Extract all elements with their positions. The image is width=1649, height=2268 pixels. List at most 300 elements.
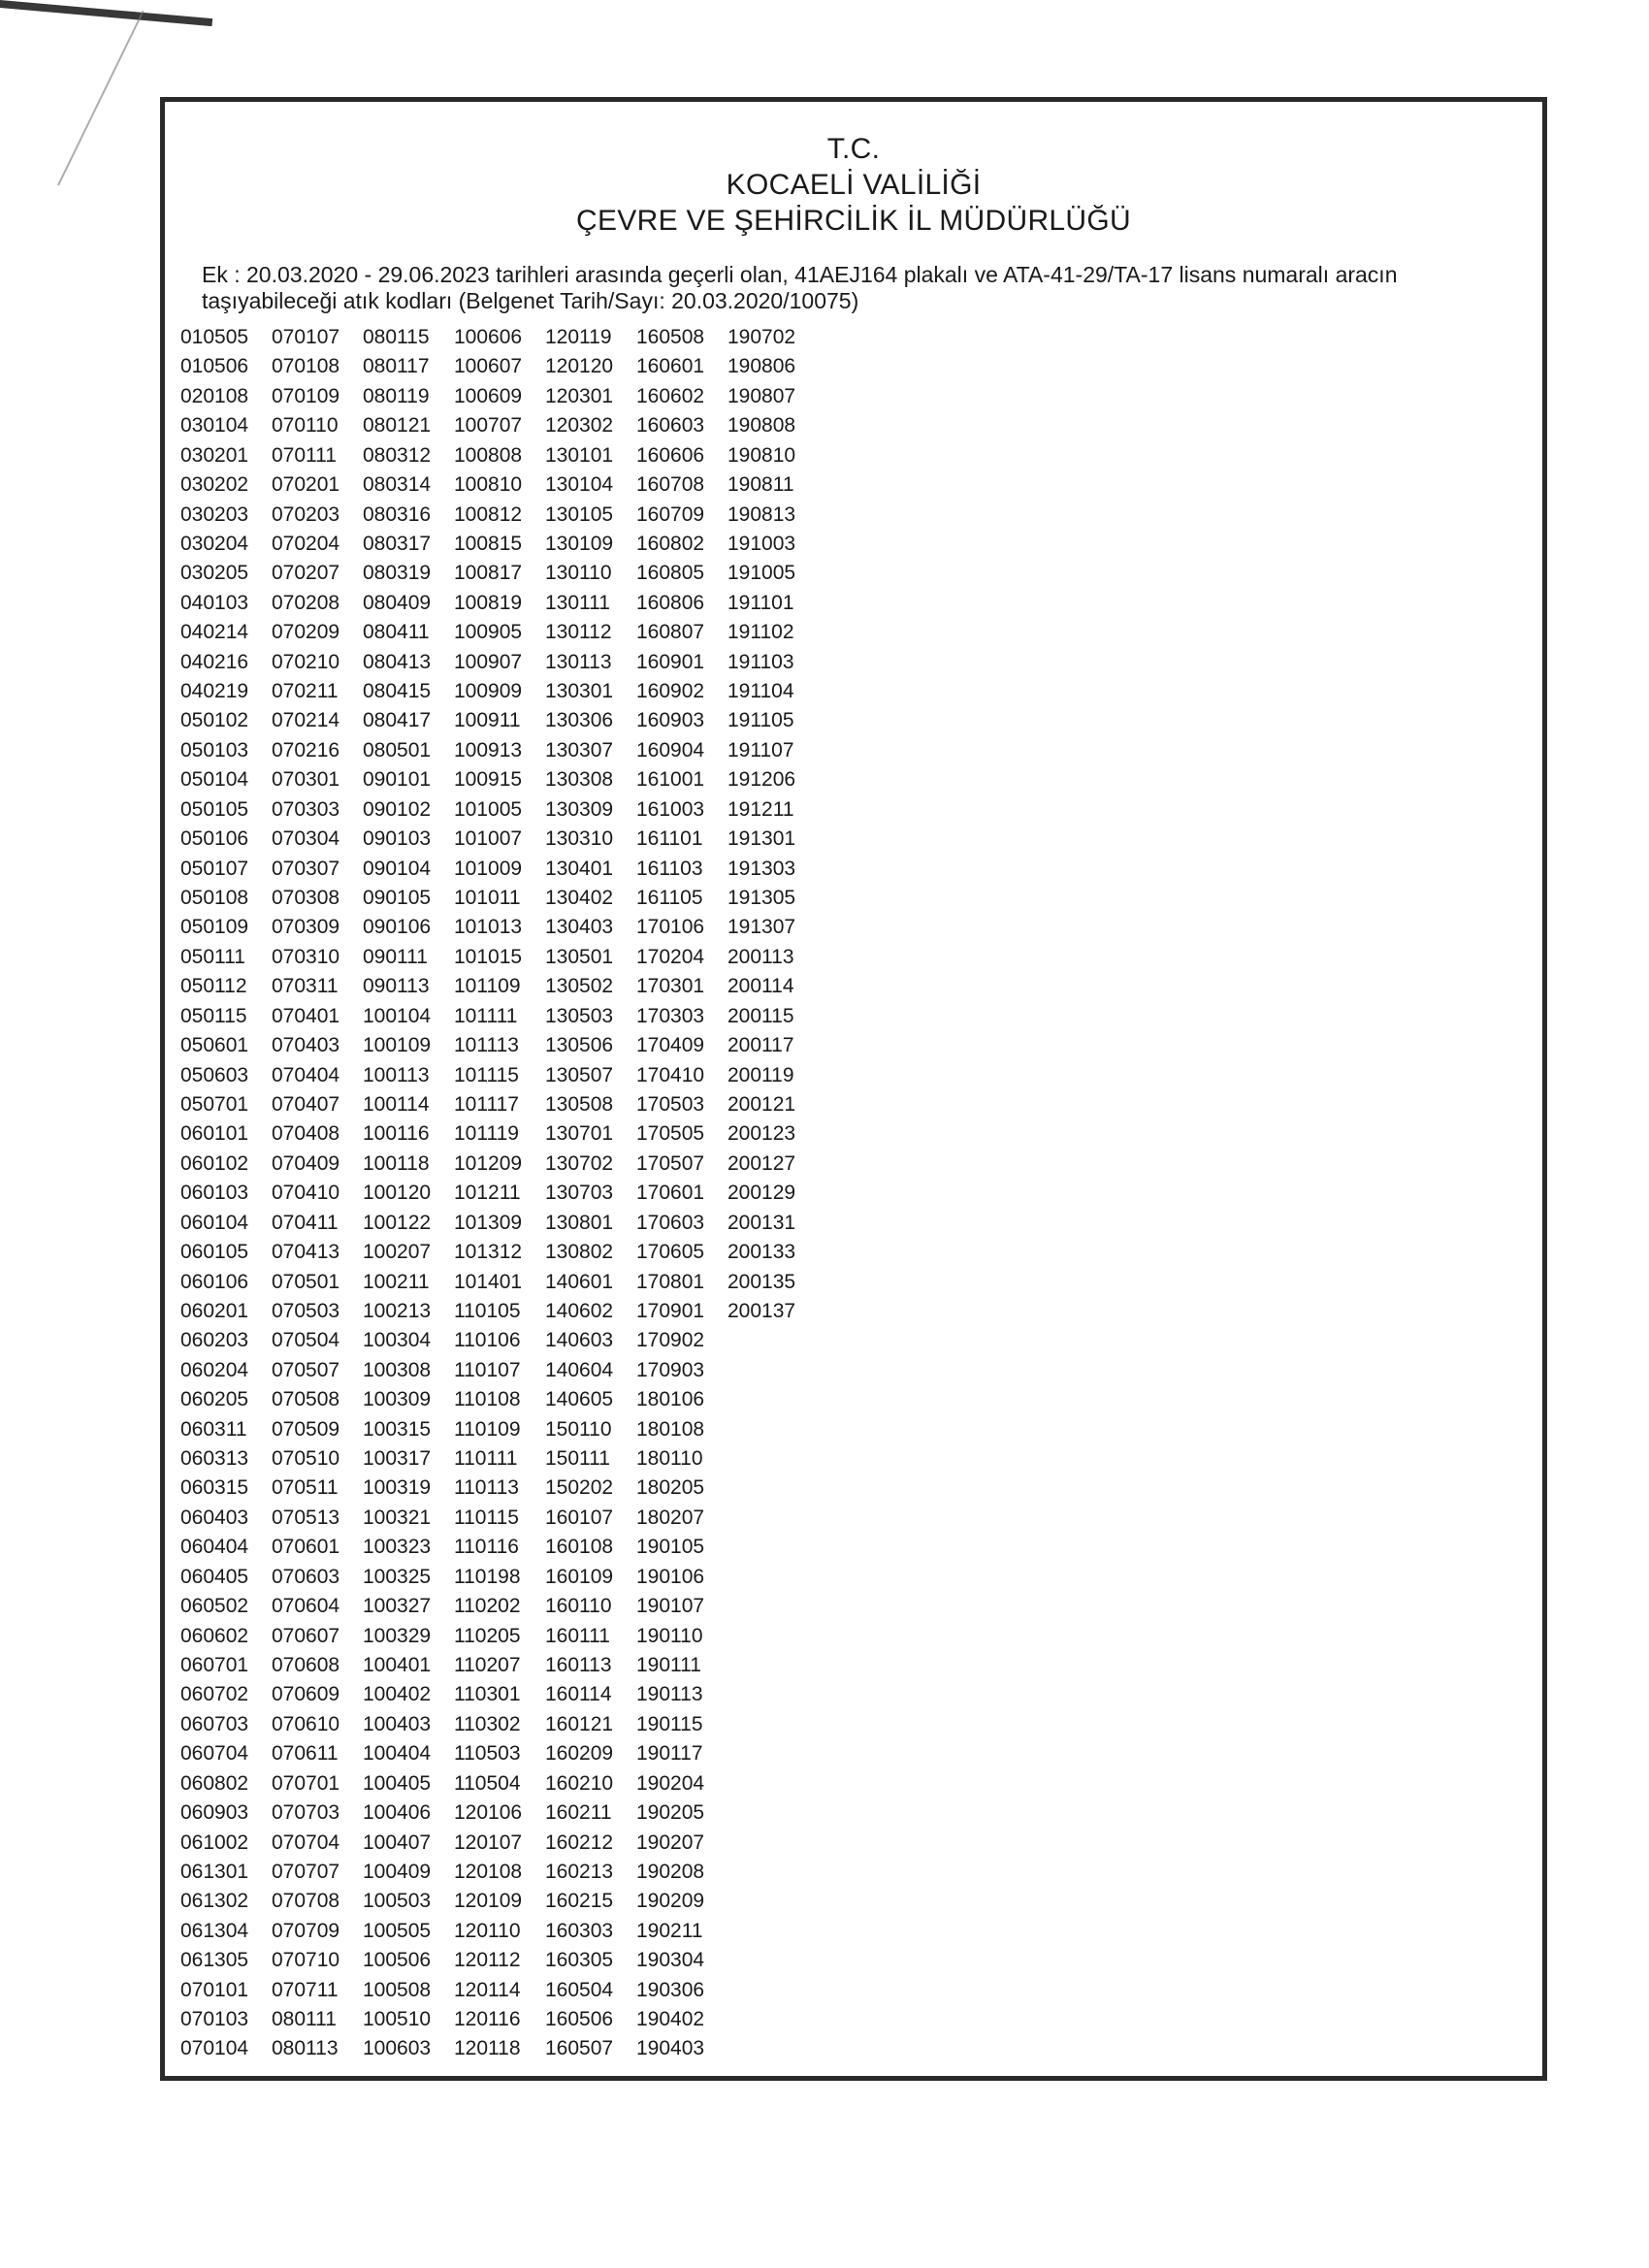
waste-code: 070104	[180, 2037, 249, 2060]
waste-code: 070203	[272, 502, 340, 526]
waste-code: 090105	[363, 887, 432, 910]
waste-code: 101009	[454, 857, 523, 880]
waste-code: 191005	[728, 562, 796, 585]
waste-code: 100122	[363, 1211, 432, 1234]
waste-code: 140602	[545, 1299, 614, 1322]
waste-code: 070207	[272, 562, 340, 585]
waste-code: 070710	[272, 1949, 340, 1972]
waste-code: 090103	[363, 827, 432, 851]
waste-code: 070110	[272, 414, 339, 437]
waste-code: 070208	[272, 591, 340, 614]
waste-code: 070309	[272, 916, 340, 939]
waste-code: 170901	[636, 1299, 705, 1322]
waste-code: 190810	[728, 443, 796, 467]
waste-code: 170409	[636, 1034, 705, 1057]
waste-code: 160802	[636, 532, 705, 555]
waste-code: 160111	[545, 1624, 610, 1647]
waste-code: 070107	[272, 326, 340, 348]
waste-code: 050601	[180, 1034, 249, 1057]
waste-code: 160603	[636, 414, 705, 437]
waste-code: 100315	[363, 1417, 432, 1441]
waste-code: 070404	[272, 1063, 340, 1086]
waste-code: 100913	[454, 738, 523, 761]
waste-code: 070304	[272, 827, 340, 851]
waste-code: 100907	[454, 650, 523, 673]
waste-code: 080317	[363, 532, 432, 555]
waste-code: 130801	[545, 1211, 614, 1234]
waste-code: 070509	[272, 1417, 340, 1441]
annex-note	[202, 262, 1521, 314]
waste-code: 050111	[180, 945, 245, 968]
code-column	[363, 323, 454, 2064]
waste-code: 100114	[363, 1092, 430, 1116]
waste-code: 101011	[454, 887, 521, 910]
waste-code: 140605	[545, 1388, 614, 1411]
waste-code: 050108	[180, 887, 249, 910]
waste-code: 100603	[363, 2037, 432, 2060]
waste-code: 160807	[636, 621, 705, 644]
code-column	[728, 323, 819, 2064]
waste-code: 100905	[454, 621, 523, 644]
waste-code: 191307	[728, 916, 796, 939]
waste-code: 080411	[363, 621, 430, 644]
waste-code: 050115	[180, 1004, 247, 1027]
waste-code: 100104	[363, 1004, 432, 1027]
waste-code: 110106	[454, 1329, 521, 1352]
waste-code: 120116	[454, 2008, 521, 2031]
waste-code: 060703	[180, 1712, 249, 1735]
waste-code: 090104	[363, 857, 432, 880]
waste-code: 190113	[636, 1683, 703, 1706]
waste-code: 191305	[728, 887, 796, 910]
waste-code: 100113	[363, 1063, 430, 1086]
waste-code: 010506	[180, 355, 249, 378]
waste-code: 110504	[454, 1771, 521, 1795]
waste-code: 140603	[545, 1329, 614, 1352]
waste-code: 070501	[272, 1270, 340, 1293]
waste-code: 080111	[272, 2008, 337, 2031]
waste-code: 050106	[180, 827, 249, 851]
waste-code: 070109	[272, 384, 340, 407]
waste-code: 050104	[180, 768, 249, 792]
waste-code: 190402	[636, 2008, 705, 2031]
annex-note-line-2: taşıyabileceği atık kodları (Belgenet Tarih/Sayı: 20.03.2020/10075)	[202, 288, 859, 313]
waste-code: 170507	[636, 1151, 705, 1175]
waste-code: 200135	[728, 1270, 796, 1293]
waste-code: 100510	[363, 2008, 432, 2031]
scan-fold-line	[57, 11, 144, 186]
waste-code: 060204	[180, 1358, 249, 1381]
waste-code: 190211	[636, 1919, 703, 1942]
waste-code: 061304	[180, 1919, 249, 1942]
waste-code: 080117	[363, 355, 430, 378]
waste-code: 180106	[636, 1388, 705, 1411]
waste-code: 100327	[363, 1595, 432, 1618]
waste-code: 040216	[180, 650, 249, 673]
waste-code: 120120	[545, 355, 614, 378]
waste-code: 070711	[272, 1978, 339, 2001]
waste-code: 160210	[545, 1771, 614, 1795]
waste-code: 130503	[545, 1004, 614, 1027]
waste-code: 060403	[180, 1506, 249, 1529]
waste-code: 190702	[728, 326, 796, 348]
waste-code: 030202	[180, 473, 249, 497]
waste-code: 180108	[636, 1417, 705, 1441]
waste-code: 100109	[363, 1034, 432, 1057]
waste-code: 070413	[272, 1241, 340, 1264]
waste-code: 100505	[363, 1919, 432, 1942]
waste-code: 110207	[454, 1653, 521, 1676]
waste-code: 190117	[636, 1742, 703, 1766]
waste-code: 101013	[454, 916, 523, 939]
waste-code: 070310	[272, 945, 340, 968]
waste-code: 120114	[454, 1978, 521, 2001]
waste-code: 190207	[636, 1831, 705, 1854]
waste-code: 061301	[180, 1860, 249, 1883]
waste-code: 200115	[728, 1004, 794, 1027]
waste-code: 070703	[272, 1801, 340, 1825]
waste-code: 190205	[636, 1801, 705, 1825]
waste-code: 200121	[728, 1092, 796, 1116]
waste-code: 140604	[545, 1358, 614, 1381]
waste-code: 130307	[545, 738, 614, 761]
waste-code: 100402	[363, 1683, 432, 1706]
waste-code: 160109	[545, 1565, 614, 1588]
waste-code: 191211	[728, 797, 794, 821]
waste-code: 100815	[454, 532, 523, 555]
waste-code: 170301	[636, 975, 705, 998]
waste-code: 101115	[454, 1063, 519, 1086]
waste-code: 161003	[636, 797, 705, 821]
waste-code: 070411	[272, 1211, 339, 1234]
waste-code: 070609	[272, 1683, 340, 1706]
waste-code: 101005	[454, 797, 523, 821]
waste-code: 070401	[272, 1004, 340, 1027]
waste-code: 100407	[363, 1831, 432, 1854]
waste-code: 070403	[272, 1034, 340, 1057]
waste-code: 180207	[636, 1506, 705, 1529]
waste-code: 130105	[545, 502, 614, 526]
waste-code: 191105	[728, 709, 794, 732]
waste-code: 061305	[180, 1949, 249, 1972]
waste-code: 100810	[454, 473, 523, 497]
waste-code: 130702	[545, 1151, 614, 1175]
waste-code: 070601	[272, 1536, 340, 1559]
waste-code: 200117	[728, 1034, 794, 1057]
waste-code: 070308	[272, 887, 340, 910]
waste-code: 080413	[363, 650, 432, 673]
waste-code: 100401	[363, 1653, 432, 1676]
waste-code: 110503	[454, 1742, 521, 1766]
waste-code: 070307	[272, 857, 340, 880]
waste-code: 100406	[363, 1801, 432, 1825]
waste-code: 170603	[636, 1211, 705, 1234]
waste-code: 170106	[636, 916, 705, 939]
waste-code: 160506	[545, 2008, 614, 2031]
waste-code: 160213	[545, 1860, 614, 1883]
waste-code: 160303	[545, 1919, 614, 1942]
waste-code: 200114	[728, 975, 794, 998]
waste-code: 110116	[454, 1536, 519, 1559]
waste-code: 060205	[180, 1388, 249, 1411]
waste-code: 130301	[545, 680, 614, 703]
waste-code: 190807	[728, 384, 796, 407]
waste-code: 100329	[363, 1624, 432, 1647]
waste-code: 100213	[363, 1299, 432, 1322]
waste-code: 060802	[180, 1771, 249, 1795]
waste-code: 191102	[728, 621, 794, 644]
waste-code: 160209	[545, 1742, 614, 1766]
waste-code: 190106	[636, 1565, 705, 1588]
waste-code: 160305	[545, 1949, 614, 1972]
waste-code: 080119	[363, 384, 430, 407]
waste-code: 080113	[272, 2037, 339, 2060]
waste-code: 200131	[728, 1211, 796, 1234]
waste-code: 160904	[636, 738, 705, 761]
waste-code: 190209	[636, 1890, 705, 1913]
waste-code: 090102	[363, 797, 432, 821]
waste-code: 161105	[636, 887, 703, 910]
waste-code: 120108	[454, 1860, 523, 1883]
waste-code: 070603	[272, 1565, 340, 1588]
code-column	[636, 323, 728, 2064]
waste-code: 070708	[272, 1890, 340, 1913]
waste-code: 101117	[454, 1092, 519, 1116]
waste-code: 020108	[180, 384, 249, 407]
waste-code: 100819	[454, 591, 523, 614]
waste-code: 030203	[180, 502, 249, 526]
waste-code: 160601	[636, 355, 705, 378]
waste-code: 100120	[363, 1182, 432, 1205]
waste-code: 160901	[636, 650, 705, 673]
waste-code: 100309	[363, 1388, 432, 1411]
waste-code: 100304	[363, 1329, 432, 1352]
waste-code: 060405	[180, 1565, 249, 1588]
waste-code: 190111	[636, 1653, 701, 1676]
waste-code: 130310	[545, 827, 614, 851]
waste-code: 070707	[272, 1860, 340, 1883]
scan-edge-mark	[0, 0, 212, 26]
waste-code: 200113	[728, 945, 794, 968]
waste-code: 170505	[636, 1122, 705, 1146]
waste-code: 070513	[272, 1506, 340, 1529]
waste-code: 061002	[180, 1831, 249, 1854]
waste-code: 130402	[545, 887, 614, 910]
waste-code: 060404	[180, 1536, 249, 1559]
waste-code: 100915	[454, 768, 523, 792]
waste-code: 200119	[728, 1063, 794, 1086]
waste-code: 170902	[636, 1329, 705, 1352]
waste-code: 161101	[636, 827, 703, 851]
header-line-directorate: ÇEVRE VE ŞEHİRCİLİK İL MÜDÜRLÜĞÜ	[576, 205, 1131, 237]
waste-code-grid	[180, 323, 819, 2064]
waste-code: 180205	[636, 1476, 705, 1500]
waste-code: 101015	[454, 945, 523, 968]
waste-code: 130701	[545, 1122, 614, 1146]
waste-code: 160504	[545, 1978, 614, 2001]
waste-code: 130502	[545, 975, 614, 998]
waste-code: 191206	[728, 768, 796, 792]
waste-code: 080501	[363, 738, 432, 761]
waste-code: 040103	[180, 591, 249, 614]
waste-code: 100607	[454, 355, 523, 378]
waste-code: 101209	[454, 1151, 523, 1175]
waste-code: 170204	[636, 945, 705, 968]
waste-code: 060106	[180, 1270, 249, 1293]
waste-code: 100319	[363, 1476, 432, 1500]
waste-code: 110105	[454, 1299, 521, 1322]
waste-code: 130309	[545, 797, 614, 821]
waste-code: 160107	[545, 1506, 614, 1529]
waste-code: 070407	[272, 1092, 340, 1116]
waste-code: 150202	[545, 1476, 614, 1500]
waste-code: 160902	[636, 680, 705, 703]
waste-code: 101312	[454, 1241, 523, 1264]
waste-code: 060702	[180, 1683, 249, 1706]
waste-code: 160110	[545, 1595, 612, 1618]
waste-code: 191101	[728, 591, 794, 614]
waste-code: 070504	[272, 1329, 340, 1352]
waste-code: 070108	[272, 355, 340, 378]
waste-code: 100609	[454, 384, 523, 407]
waste-code: 100321	[363, 1506, 432, 1529]
waste-code: 050102	[180, 709, 249, 732]
waste-code: 170605	[636, 1241, 705, 1264]
waste-code: 160215	[545, 1890, 614, 1913]
waste-code: 070704	[272, 1831, 340, 1854]
waste-code: 100911	[454, 709, 521, 732]
waste-code: 200127	[728, 1151, 796, 1175]
waste-code: 130501	[545, 945, 614, 968]
waste-code: 150111	[545, 1447, 610, 1471]
waste-code: 110115	[454, 1506, 519, 1529]
waste-code: 101113	[454, 1034, 519, 1057]
waste-code: 050701	[180, 1092, 249, 1116]
waste-code: 070216	[272, 738, 340, 761]
waste-code: 100207	[363, 1241, 432, 1264]
waste-code: 120109	[454, 1890, 523, 1913]
waste-code: 100118	[363, 1151, 430, 1175]
waste-code: 100409	[363, 1860, 432, 1883]
waste-code: 101111	[454, 1004, 518, 1027]
waste-code: 120301	[545, 384, 614, 407]
waste-code: 170601	[636, 1182, 705, 1205]
waste-code: 100403	[363, 1712, 432, 1735]
annex-note-line-1: Ek : 20.03.2020 - 29.06.2023 tarihleri arasında geçerli olan, 41AEJ164 plakalı ve ATA-41-29/TA-17 lisans numaralı aracın	[202, 262, 1398, 287]
waste-code: 060704	[180, 1742, 249, 1766]
waste-code: 191003	[728, 532, 796, 555]
waste-code: 070508	[272, 1388, 340, 1411]
waste-code: 070610	[272, 1712, 340, 1735]
waste-code: 200133	[728, 1241, 796, 1264]
code-column	[454, 323, 545, 2064]
waste-code: 180110	[636, 1447, 703, 1471]
waste-code: 190110	[636, 1624, 703, 1647]
waste-code: 160113	[545, 1653, 612, 1676]
waste-code: 070111	[272, 443, 337, 467]
waste-code: 191104	[728, 680, 794, 703]
waste-code: 070201	[272, 473, 340, 497]
waste-code: 060201	[180, 1299, 249, 1322]
waste-code: 070511	[272, 1476, 339, 1500]
waste-code: 100405	[363, 1771, 432, 1795]
waste-code: 070301	[272, 768, 340, 792]
waste-code: 080415	[363, 680, 432, 703]
waste-code: 060101	[180, 1122, 249, 1146]
waste-code: 100508	[363, 1978, 432, 2001]
waste-code: 160606	[636, 443, 705, 467]
waste-code: 070507	[272, 1358, 340, 1381]
code-column	[272, 323, 363, 2064]
waste-code: 120118	[454, 2037, 521, 2060]
waste-code: 070408	[272, 1122, 340, 1146]
waste-code: 110202	[454, 1595, 521, 1618]
waste-code: 101309	[454, 1211, 523, 1234]
waste-code: 090111	[363, 945, 428, 968]
waste-code: 080417	[363, 709, 432, 732]
waste-code: 080316	[363, 502, 432, 526]
waste-code: 110302	[454, 1712, 521, 1735]
waste-code: 130101	[545, 443, 614, 467]
waste-code: 060315	[180, 1476, 249, 1500]
waste-code: 120119	[545, 326, 612, 348]
waste-code: 160708	[636, 473, 705, 497]
waste-code: 100808	[454, 443, 523, 467]
waste-code: 170801	[636, 1270, 705, 1293]
waste-code: 200137	[728, 1299, 796, 1322]
waste-code: 170303	[636, 1004, 705, 1027]
waste-code: 170903	[636, 1358, 705, 1381]
waste-code: 100909	[454, 680, 523, 703]
waste-code: 120112	[454, 1949, 521, 1972]
waste-code: 110113	[454, 1476, 519, 1500]
waste-code: 200123	[728, 1122, 796, 1146]
waste-code: 090101	[363, 768, 432, 792]
waste-code: 130403	[545, 916, 614, 939]
waste-code: 070101	[180, 1978, 249, 2001]
waste-code: 100606	[454, 326, 523, 348]
waste-code: 070214	[272, 709, 340, 732]
waste-code: 190107	[636, 1595, 705, 1618]
waste-code: 130109	[545, 532, 614, 555]
waste-code: 070311	[272, 975, 339, 998]
waste-code: 160806	[636, 591, 705, 614]
waste-code: 130111	[545, 591, 610, 614]
waste-code: 080312	[363, 443, 432, 467]
waste-code: 060701	[180, 1653, 249, 1676]
waste-code: 110205	[454, 1624, 521, 1647]
waste-code: 170410	[636, 1063, 705, 1086]
waste-code: 070211	[272, 680, 339, 703]
waste-code: 200129	[728, 1182, 796, 1205]
waste-code: 130104	[545, 473, 614, 497]
waste-code: 100817	[454, 562, 523, 585]
waste-code: 060602	[180, 1624, 249, 1647]
waste-code: 160114	[545, 1683, 612, 1706]
waste-code: 080319	[363, 562, 432, 585]
waste-code: 030205	[180, 562, 249, 585]
waste-code: 010505	[180, 326, 249, 348]
waste-code: 070209	[272, 621, 340, 644]
waste-code: 070303	[272, 797, 340, 821]
waste-code: 070204	[272, 532, 340, 555]
waste-code: 070611	[272, 1742, 339, 1766]
waste-code: 130508	[545, 1092, 614, 1116]
document-header	[165, 131, 1542, 239]
waste-code: 050105	[180, 797, 249, 821]
waste-code: 191107	[728, 738, 794, 761]
waste-code: 110107	[454, 1358, 521, 1381]
